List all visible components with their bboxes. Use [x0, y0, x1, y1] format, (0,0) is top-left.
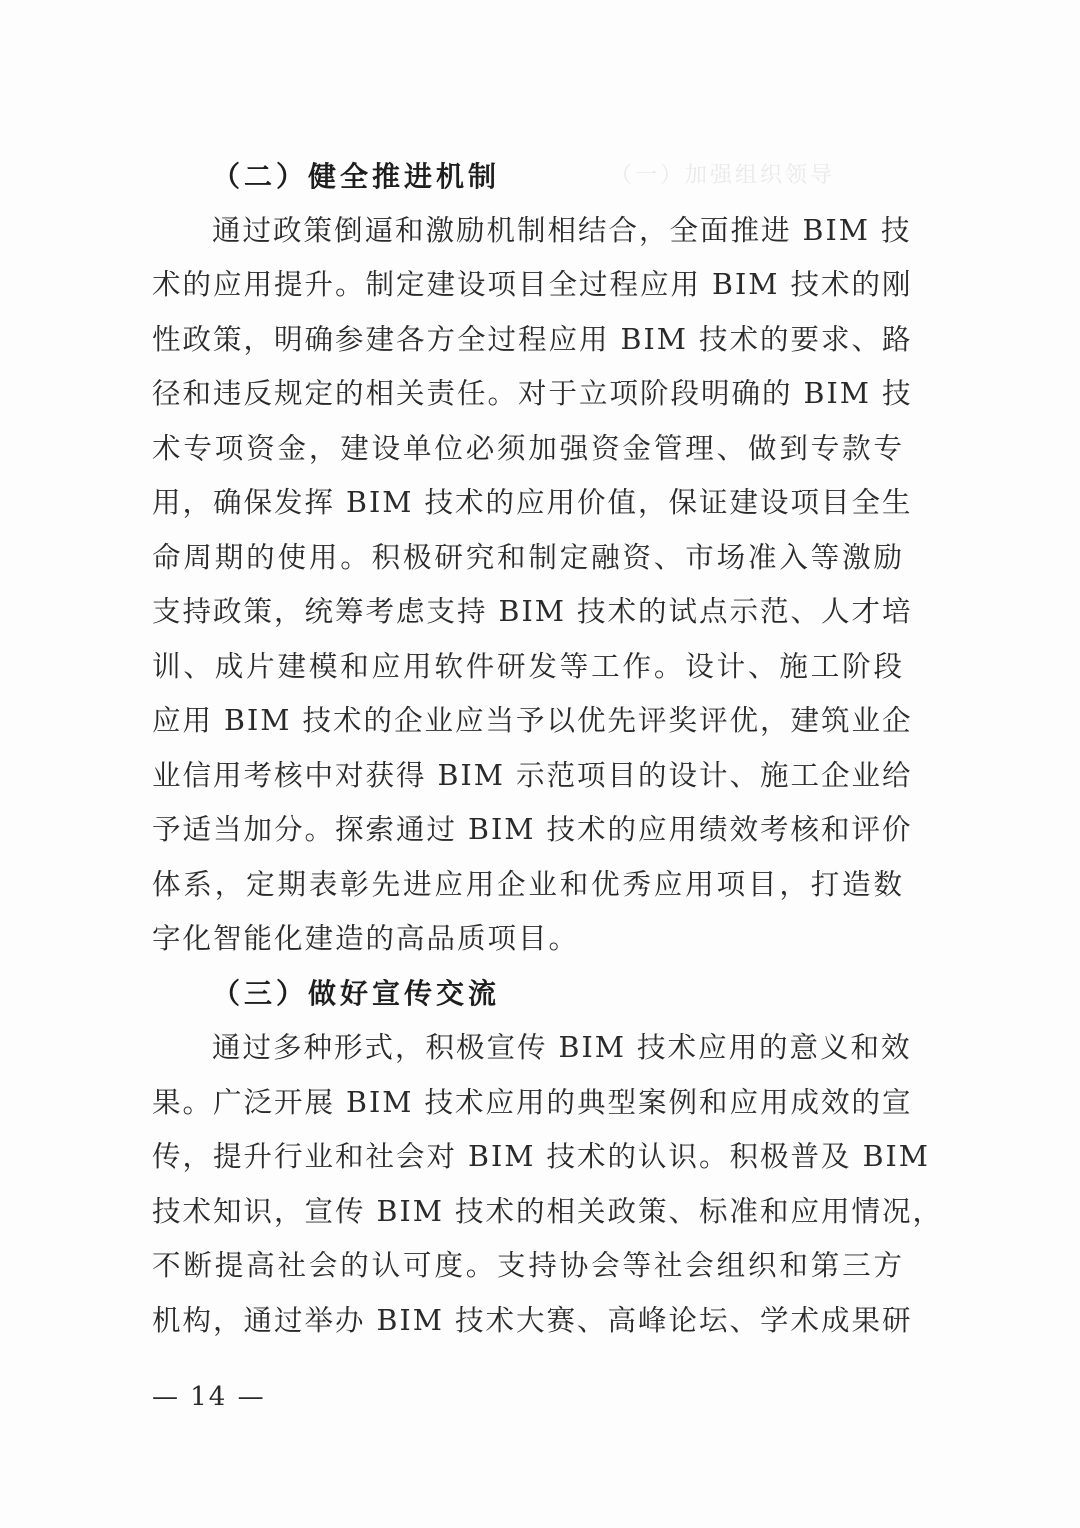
paragraph-line: 术专项资金，建设单位必须加强资金管理、做到专款专: [152, 432, 904, 465]
paragraph-line: 应用 BIM 技术的企业应当予以优先评奖评优，建筑业企: [152, 704, 913, 737]
paragraph-line: 径和违反规定的相关责任。对于立项阶段明确的 BIM 技: [152, 377, 913, 410]
paragraph-line: 不断提高社会的认可度。支持协会等社会组织和第三方: [152, 1249, 904, 1282]
paragraph-line: 用，确保发挥 BIM 技术的应用价值，保证建设项目全生: [152, 486, 913, 519]
paragraph-line: 术的应用提升。制定建设项目全过程应用 BIM 技术的刚: [152, 268, 913, 301]
show-through-artifact: （一）加强组织领导: [610, 163, 836, 188]
paragraph-line: 予适当加分。探索通过 BIM 技术的应用绩效考核和评价: [152, 813, 913, 846]
paragraph-line: 字化智能化建造的高品质项目。: [152, 922, 580, 955]
paragraph-line: 支持政策，统筹考虑支持 BIM 技术的试点示范、人才培: [152, 595, 913, 628]
paragraph-line: 体系，定期表彰先进应用企业和优秀应用项目，打造数: [152, 868, 904, 901]
paragraph-line: 果。广泛开展 BIM 技术应用的典型案例和应用成效的宣: [152, 1086, 913, 1119]
paragraph-line: 机构，通过举办 BIM 技术大赛、高峰论坛、学术成果研: [152, 1304, 913, 1337]
section-heading-2: （二）健全推进机制: [212, 160, 501, 193]
paragraph-line: 传，提升行业和社会对 BIM 技术的认识。积极普及 BIM: [152, 1140, 930, 1173]
paragraph-line: 通过政策倒逼和激励机制相结合，全面推进 BIM 技: [212, 214, 912, 247]
section-heading-3: （三）做好宣传交流: [212, 977, 501, 1010]
paragraph-line: 通过多种形式，积极宣传 BIM 技术应用的意义和效: [212, 1031, 912, 1064]
paragraph-line: 业信用考核中对获得 BIM 示范项目的设计、施工企业给: [152, 759, 913, 792]
paragraph-line: 技术知识，宣传 BIM 技术的相关政策、标准和应用情况，: [152, 1195, 944, 1228]
paragraph-line: 训、成片建模和应用软件研发等工作。设计、施工阶段: [152, 650, 904, 683]
paragraph-line: 命周期的使用。积极研究和制定融资、市场准入等激励: [152, 541, 904, 574]
page-number: — 14 —: [152, 1382, 266, 1412]
paragraph-line: 性政策，明确参建各方全过程应用 BIM 技术的要求、路: [152, 323, 913, 356]
